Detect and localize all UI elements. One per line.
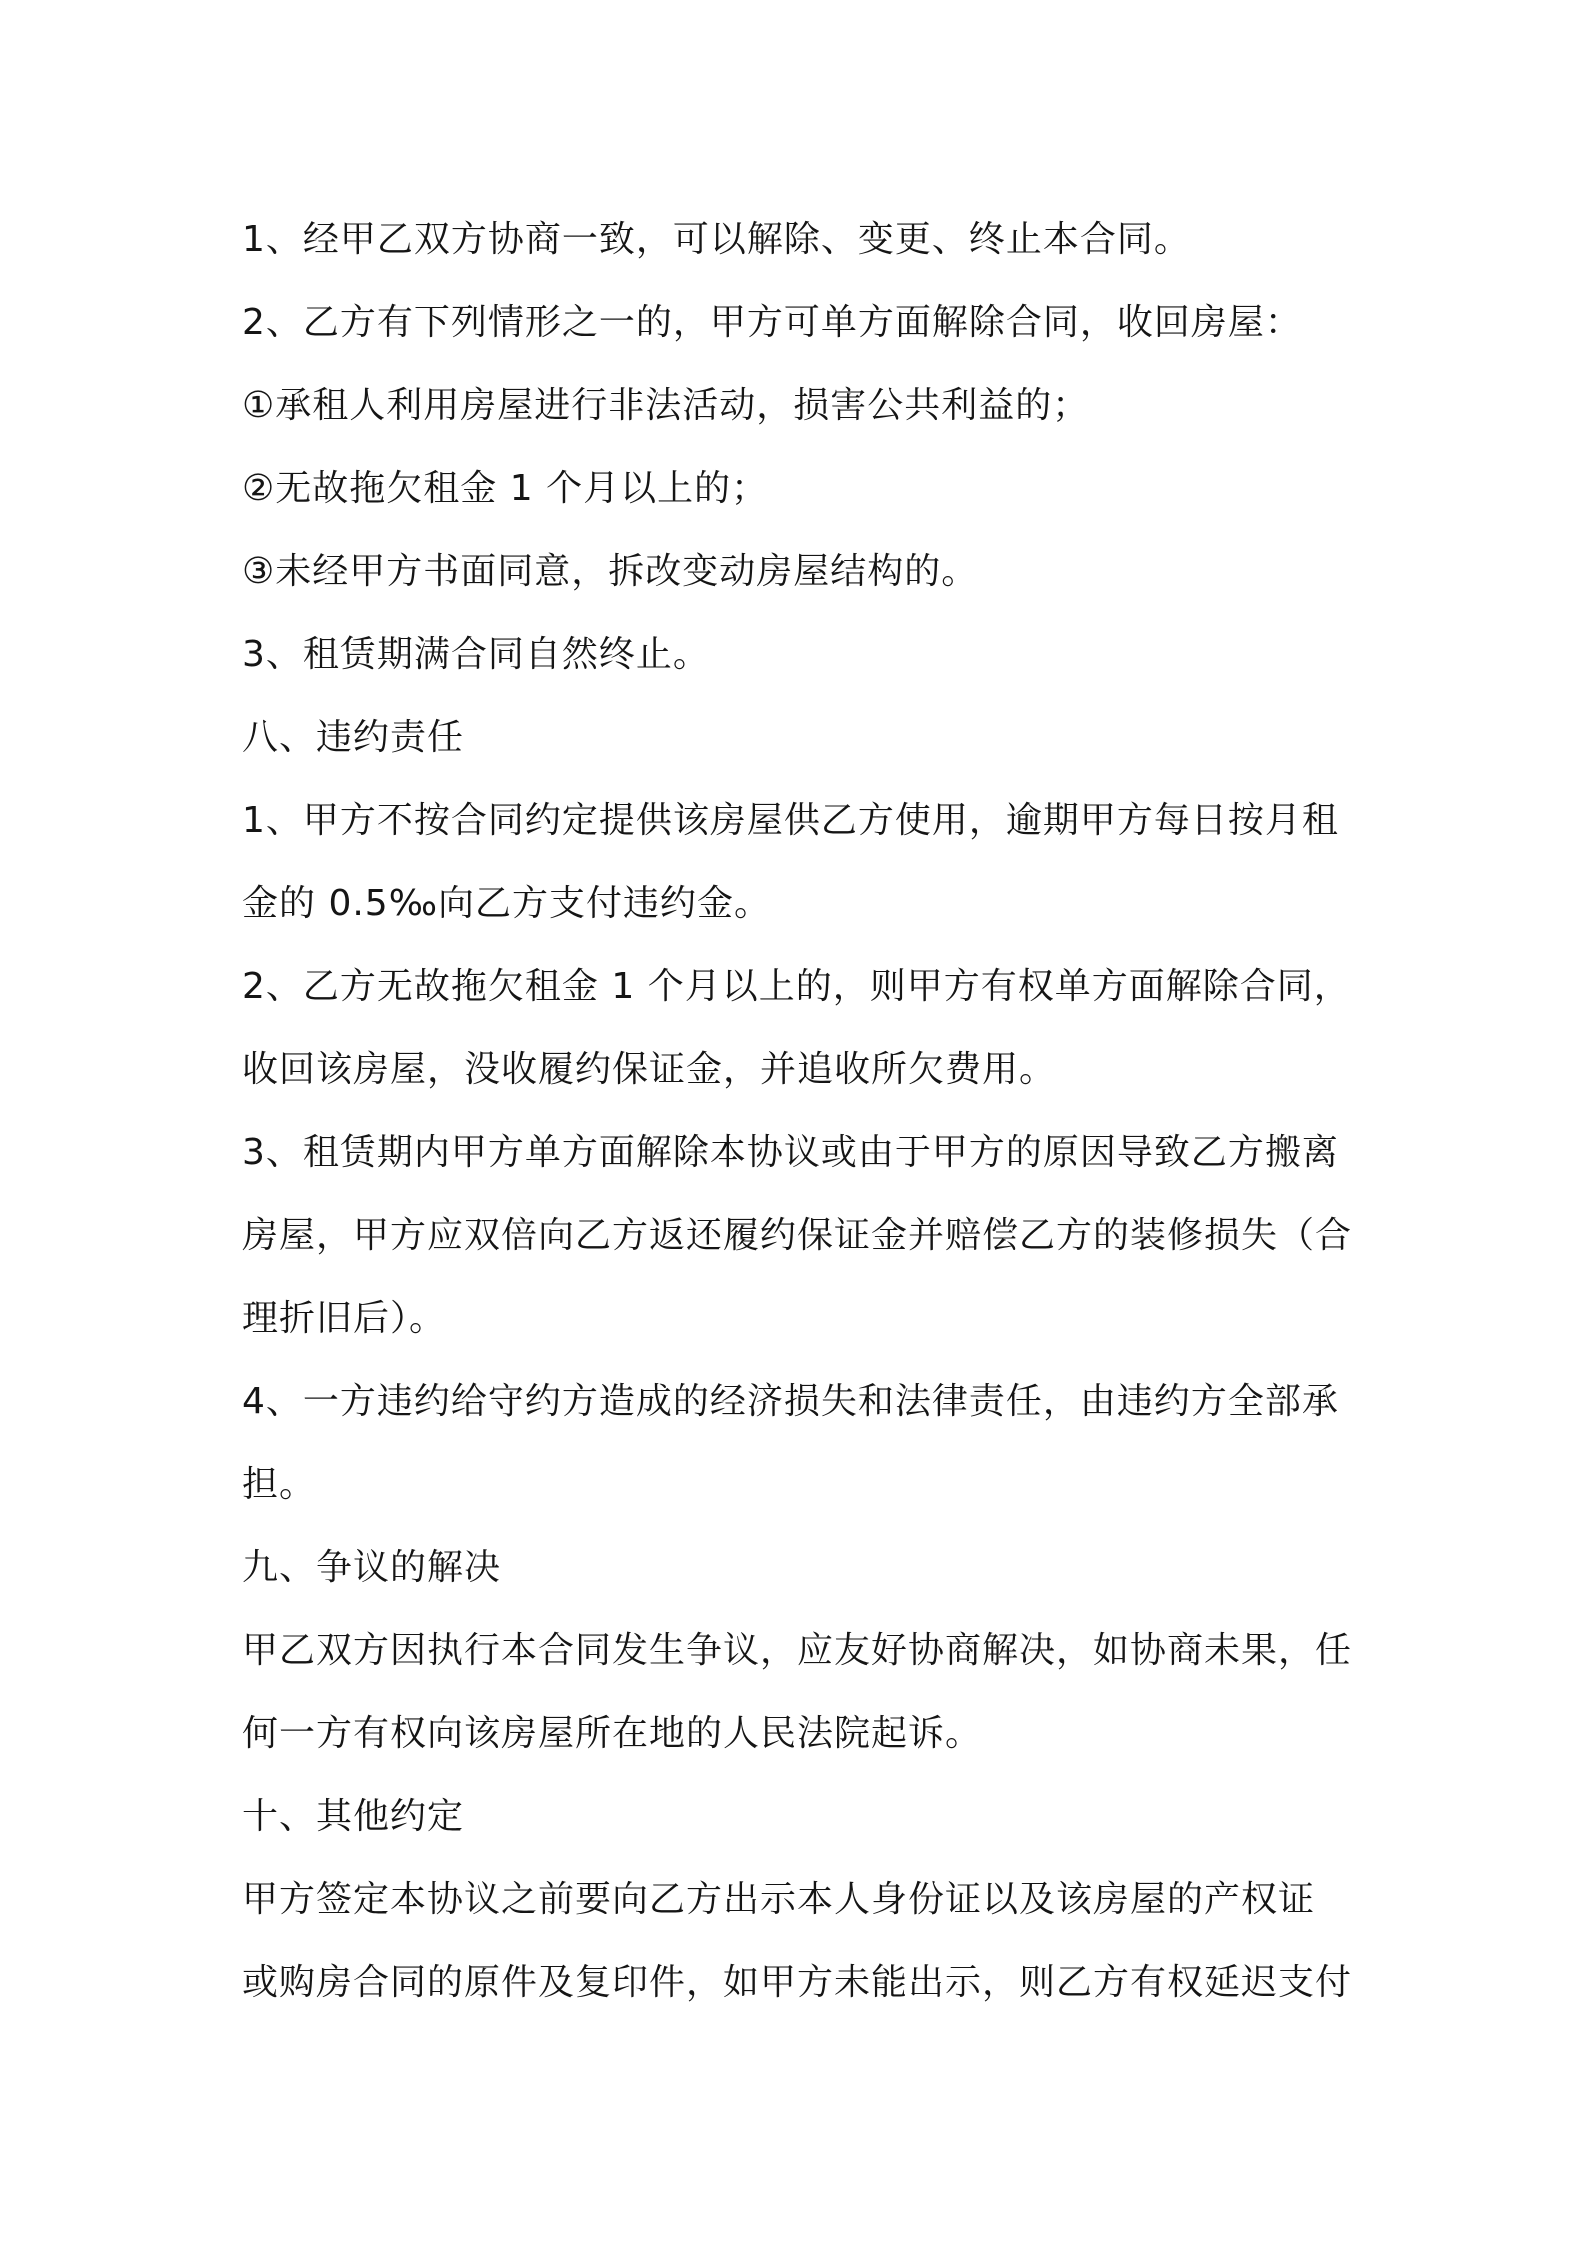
section-heading-other: 十、其他约定 (242, 1796, 465, 1837)
clause-line: 2、乙方有下列情形之一的，甲方可单方面解除合同，收回房屋： (242, 302, 1302, 343)
section-heading-dispute: 九、争议的解决 (242, 1547, 502, 1588)
clause-line: 4、一方违约给守约方造成的经济损失和法律责任，由违约方全部承 (242, 1381, 1339, 1422)
section-heading-breach: 八、违约责任 (242, 717, 465, 758)
clause-line: 2、乙方无故拖欠租金 1 个月以上的，则甲方有权单方面解除合同， (242, 966, 1351, 1007)
paragraph-line: 或购房合同的原件及复印件，如甲方未能出示，则乙方有权延迟支付 (242, 1962, 1353, 2003)
paragraph-line: 甲乙双方因执行本合同发生争议，应友好协商解决，如协商未果，任 (242, 1630, 1353, 1671)
clause-line: 3、租赁期内甲方单方面解除本协议或由于甲方的原因导致乙方搬离 (242, 1132, 1339, 1173)
clause-line: 1、甲方不按合同约定提供该房屋供乙方使用，逾期甲方每日按月租 (242, 800, 1339, 841)
clause-line: 金的 0.5‰向乙方支付违约金。 (242, 883, 772, 924)
clause-subitem: ③未经甲方书面同意，拆改变动房屋结构的。 (242, 551, 979, 592)
clause-subitem: ②无故拖欠租金 1 个月以上的； (242, 468, 769, 509)
paragraph-line: 甲方签定本协议之前要向乙方出示本人身份证以及该房屋的产权证 (242, 1879, 1316, 1920)
clause-line: 理折旧后）。 (242, 1298, 447, 1339)
clause-line: 收回该房屋，没收履约保证金，并追收所欠费用。 (242, 1049, 1057, 1090)
paragraph-line: 何一方有权向该房屋所在地的人民法院起诉。 (242, 1713, 983, 1754)
clause-line: 3、租赁期满合同自然终止。 (242, 634, 710, 675)
contract-text-body (242, 198, 1362, 2024)
clause-line: 房屋，甲方应双倍向乙方返还履约保证金并赔偿乙方的装修损失（合 (242, 1215, 1353, 1256)
clause-line: 1、经甲乙双方协商一致，可以解除、变更、终止本合同。 (242, 219, 1191, 260)
clause-line: 担。 (242, 1464, 317, 1505)
clause-subitem: ①承租人利用房屋进行非法活动，损害公共利益的； (242, 385, 1090, 426)
